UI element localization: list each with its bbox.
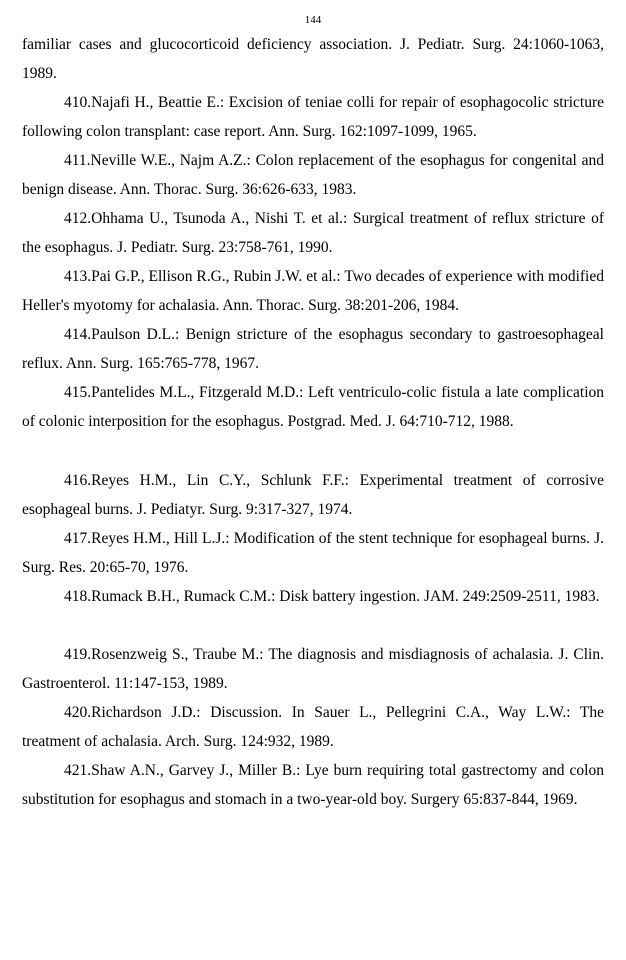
reference-414: 414.Paulson D.L.: Benign stricture of the esophagus secondary to gastroesophageal reflux. Ann. Surg. 165:765-778, 1967. xyxy=(22,326,604,372)
reference-421: 421.Shaw A.N., Garvey J., Miller B.: Lye burn requiring total gastrectomy and colon substitution for esophagus and stomach in a two-year-old boy. Surgery 65:837-844, 1969. xyxy=(22,762,604,808)
page-number: 144 xyxy=(304,14,322,26)
reference-415: 415.Pantelides M.L., Fitzgerald M.D.: Left ventriculo-colic fistula a late complication of colonic interposition for the esophagus. Postgrad. Med. J. 64:710-712, 1988. xyxy=(22,384,604,430)
reference-413: 413.Pai G.P., Ellison R.G., Rubin J.W. et al.: Two decades of experience with modified Heller's myotomy for achalasia. Ann. Thorac. Surg. 38:201-206, 1984. xyxy=(22,268,604,314)
reference-411: 411.Neville W.E., Najm A.Z.: Colon replacement of the esophagus for congenital and benign disease. Ann. Thorac. Surg. 36:626-633, 1983. xyxy=(22,152,604,198)
reference-412: 412.Ohhama U., Tsunoda A., Nishi T. et al.: Surgical treatment of reflux stricture of the esophagus. J. Pediatr. Surg. 23:758-761, 1990. xyxy=(22,210,604,256)
reference-419: 419.Rosenzweig S., Traube M.: The diagnosis and misdiagnosis of achalasia. J. Clin. Gastroenterol. 11:147-153, 1989. xyxy=(22,646,604,692)
reference-418: 418.Rumack B.H., Rumack C.M.: Disk battery ingestion. JAM. 249:2509-2511, 1983. xyxy=(64,588,600,605)
reference-420: 420.Richardson J.D.: Discussion. In Sauer L., Pellegrini C.A., Way L.W.: The treatment of achalasia. Arch. Surg. 124:932, 1989. xyxy=(22,704,604,750)
reference-continuation: familiar cases and glucocorticoid deficiency association. J. Pediatr. Surg. 24:1060-1063, 1989. xyxy=(22,36,604,82)
reference-416: 416.Reyes H.M., Lin C.Y., Schlunk F.F.: Experimental treatment of corrosive esophageal burns. J. Pediatyr. Surg. 9:317-327, 1974. xyxy=(22,472,604,518)
reference-417: 417.Reyes H.M., Hill L.J.: Modification of the stent technique for esophageal burns. J. Surg. Res. 20:65-70, 1976. xyxy=(22,530,604,576)
reference-410: 410.Najafi H., Beattie E.: Excision of teniae colli for repair of esophagocolic stricture following colon transplant: case report. Ann. Surg. 162:1097-1099, 1965. xyxy=(22,94,604,140)
